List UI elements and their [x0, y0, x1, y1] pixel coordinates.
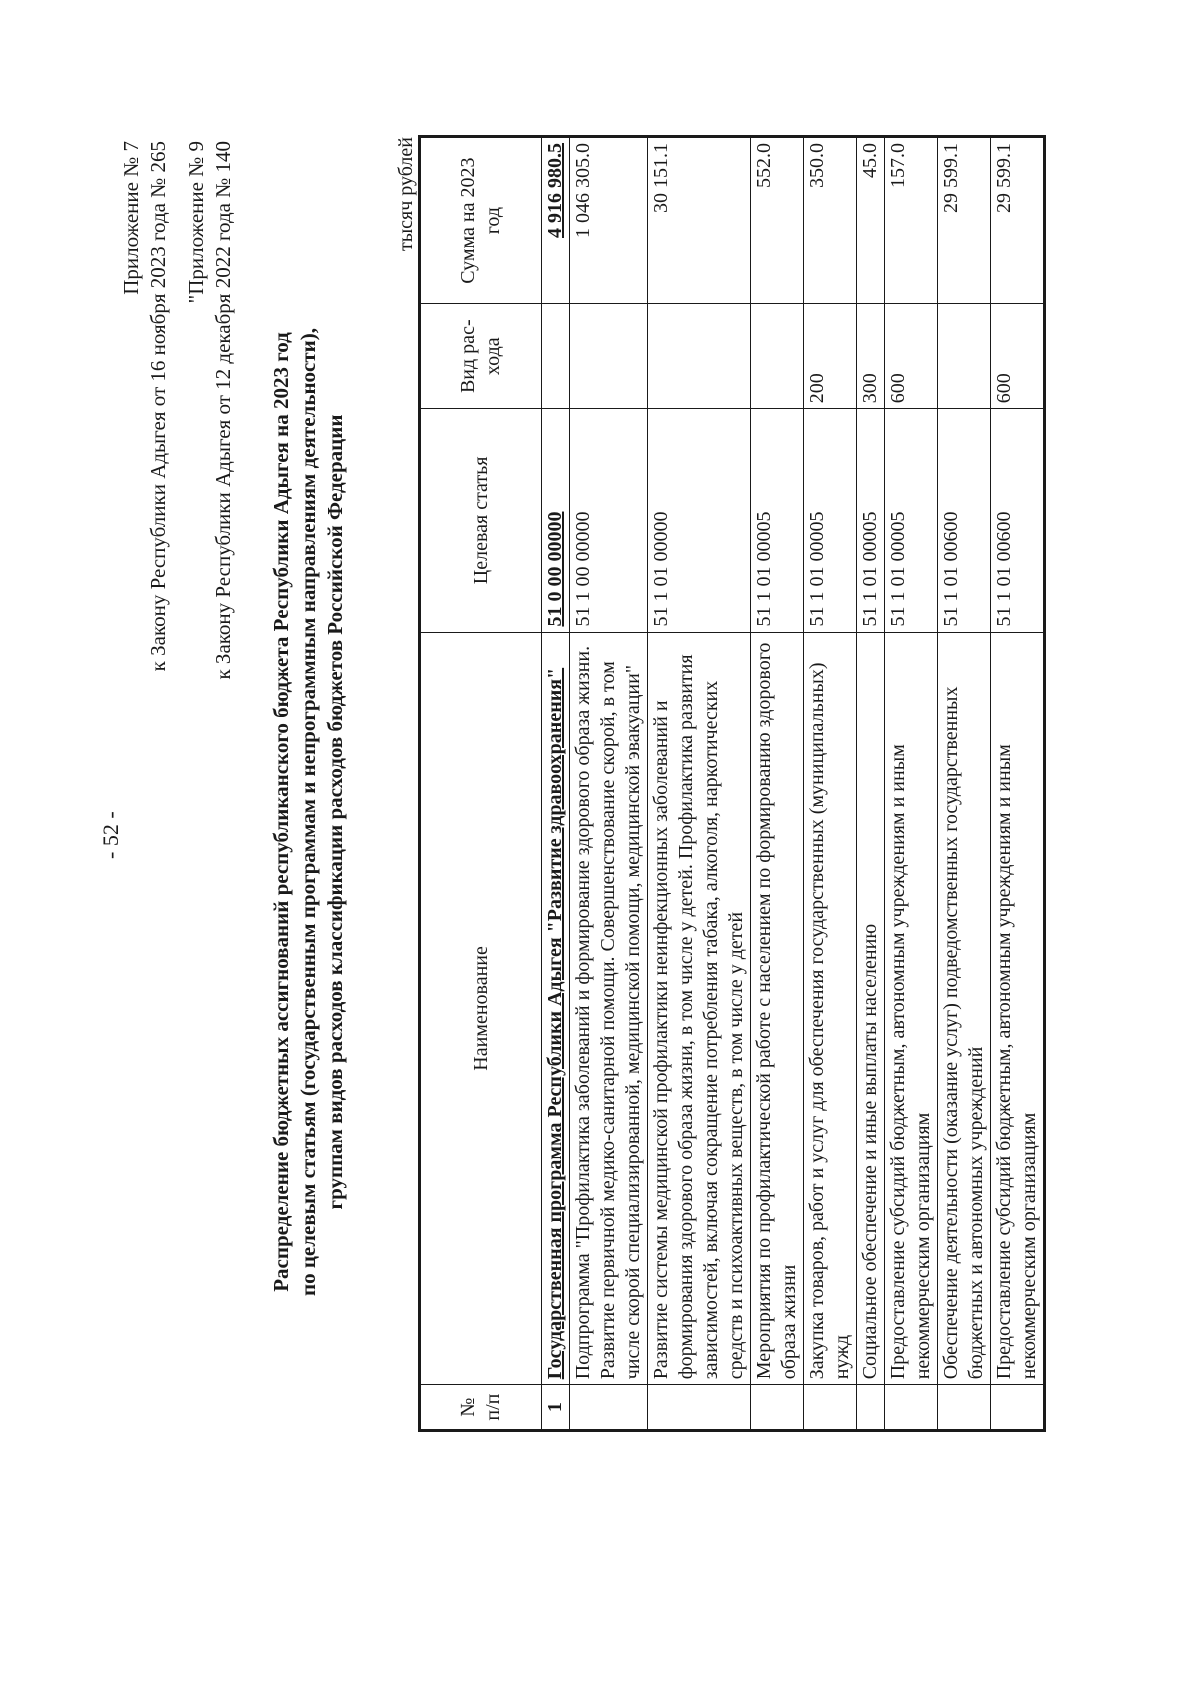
row-code: 51 1 01 00600 [991, 409, 1045, 632]
appendix-old-line2: к Закону Республики Адыгея от 12 декабря 2022 года № 140 [211, 141, 235, 680]
row-type [542, 304, 570, 409]
row-sum: 350.0 [804, 137, 857, 304]
row-code: 51 1 01 00005 [804, 409, 857, 632]
row-sum: 30 151.1 [648, 137, 751, 304]
table-row [570, 137, 648, 1431]
appendix-old-line1: "Приложение № 9 [184, 141, 208, 304]
header-name: Наименование [420, 632, 542, 1385]
row-name: Закупка товаров, работ и услуг для обеспечения государственных (муниципальных) нужд [804, 632, 857, 1385]
row-sum: 552.0 [751, 137, 804, 304]
row-sum: 45.0 [857, 137, 885, 304]
row-name: Мероприятия по профилактической работе с населением по формированию здорового образа жизни [751, 632, 804, 1385]
table-row [648, 137, 751, 1431]
appendix-new [118, 141, 172, 1697]
title-line3: группам видов расходов классификации расходов бюджетов Российской Федерации [323, 414, 347, 1210]
row-num [938, 1385, 991, 1431]
row-name: Государственная программа Республики Адыгея "Развитие здравоохранения" [542, 632, 570, 1385]
row-num [570, 1385, 648, 1431]
appendix-old [183, 141, 237, 1697]
table-row [804, 137, 857, 1431]
row-sum: 29 599.1 [938, 137, 991, 304]
row-code: 51 1 01 00005 [751, 409, 804, 632]
row-type: 200 [804, 304, 857, 409]
title-line2: по целевым статьям (государственным программам и непрограммным направлениям деятельности), [296, 327, 320, 1297]
document-title [268, 227, 349, 1397]
row-code: 51 1 01 00000 [648, 409, 751, 632]
header-sum: Сумма на 2023 год [420, 137, 542, 304]
row-type [648, 304, 751, 409]
table-header-row [420, 137, 542, 1431]
table-row [938, 137, 991, 1431]
page-number: - 52 - [98, 811, 123, 859]
row-num [885, 1385, 938, 1431]
title-line1: Распределение бюджетных ассигнований республиканского бюджета Республики Адыгея на 2023 год [269, 332, 293, 1292]
table-row [751, 137, 804, 1431]
row-code: 51 1 00 00000 [570, 409, 648, 632]
row-num [648, 1385, 751, 1431]
row-sum: 29 599.1 [991, 137, 1045, 304]
row-num: 1 [542, 1385, 570, 1431]
row-type [751, 304, 804, 409]
header-code: Целевая статья [420, 409, 542, 632]
row-num [751, 1385, 804, 1431]
table-row [991, 137, 1045, 1431]
units-label: тысяч рублей [395, 137, 417, 252]
appendix-new-line1: Приложение № 7 [119, 141, 143, 295]
row-sum: 157.0 [885, 137, 938, 304]
row-type: 600 [991, 304, 1045, 409]
row-name: Развитие системы медицинской профилактики неинфекционных заболеваний и формирования здорового образа жизни, в том числе у детей. Профилактика развития зависимостей, включая сокращение потребления табака, алкоголя, наркотических средств и психоактивных веществ, в том числе у детей [648, 632, 751, 1385]
row-sum: 4 916 980.5 [542, 137, 570, 304]
row-name: Подпрограмма "Профилактика заболеваний и формирование здорового образа жизни. Развитие первичной медико-санитарной помощи. Совершенствование скорой, в том числе скорой специализированной, медицинской помощи, медицинской эвакуации" [570, 632, 648, 1385]
budget-table [418, 135, 1046, 1432]
row-type [570, 304, 648, 409]
row-type: 600 [885, 304, 938, 409]
row-code: 51 1 01 00005 [857, 409, 885, 632]
row-num [991, 1385, 1045, 1431]
row-code: 51 0 00 00000 [542, 409, 570, 632]
row-code: 51 1 01 00005 [885, 409, 938, 632]
row-name: Обеспечение деятельности (оказание услуг) подведомственных государственных бюджетных и автономных учреждений [938, 632, 991, 1385]
row-name: Социальное обеспечение и иные выплаты населению [857, 632, 885, 1385]
table-row [885, 137, 938, 1431]
row-sum: 1 046 305.0 [570, 137, 648, 304]
appendix-new-line2: к Закону Республики Адыгея от 16 ноября 2023 года № 265 [146, 141, 170, 672]
row-name: Предоставление субсидий бюджетным, автономным учреждениям и иным некоммерческим организациям [991, 632, 1045, 1385]
row-name: Предоставление субсидий бюджетным, автономным учреждениям и иным некоммерческим организациям [885, 632, 938, 1385]
header-num: № п/п [420, 1385, 542, 1431]
row-type: 300 [857, 304, 885, 409]
header-type: Вид рас-хода [420, 304, 542, 409]
table-row [542, 137, 570, 1431]
table-row [857, 137, 885, 1431]
row-type [938, 304, 991, 409]
row-num [804, 1385, 857, 1431]
row-code: 51 1 01 00600 [938, 409, 991, 632]
row-num [857, 1385, 885, 1431]
